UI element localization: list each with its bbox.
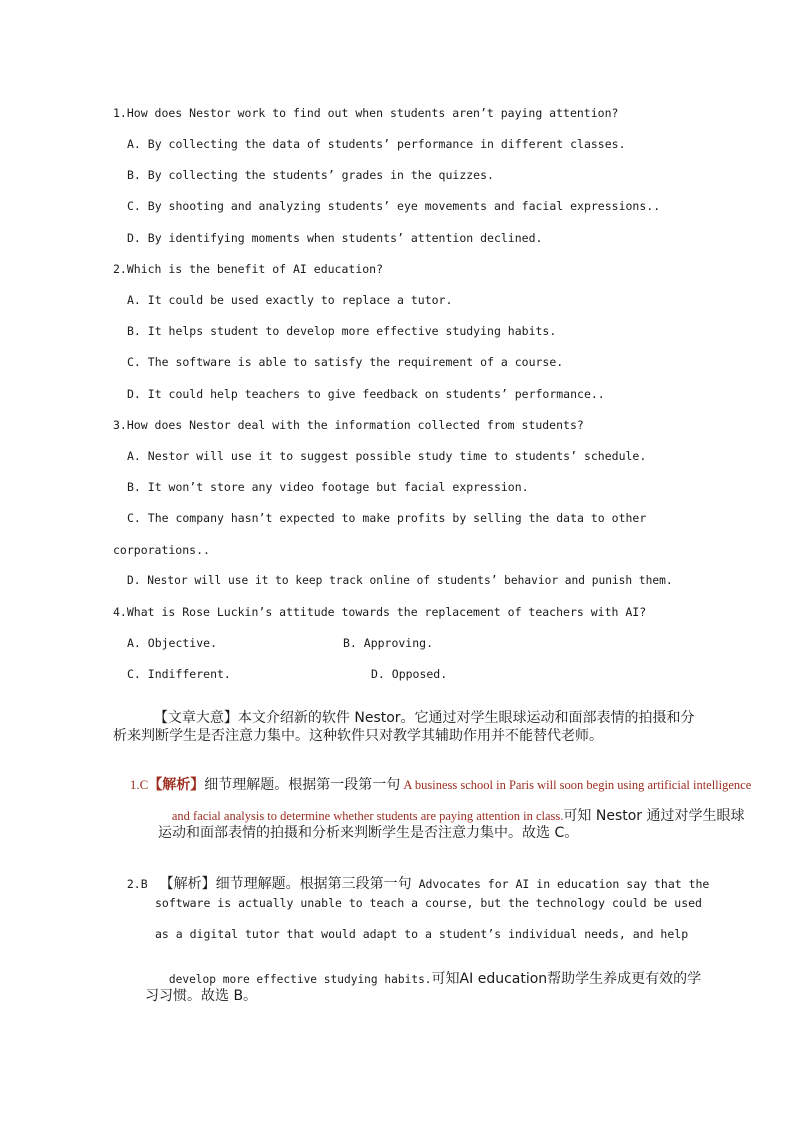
answer-2-line-2: software is actually unable to teach a course, but the technology could be used bbox=[155, 896, 702, 910]
question-3-option-a: A. Nestor will use it to suggest possible study time to students’ schedule. bbox=[127, 449, 647, 463]
question-3-option-d: D. Nestor will use it to keep track online of students’ behavior and punish them. bbox=[127, 574, 673, 587]
question-1-option-d: D. By identifying moments when students’ attention declined. bbox=[127, 231, 543, 245]
question-2-option-a: A. It could be used exactly to replace a tutor. bbox=[127, 293, 453, 307]
answer-2-line-4 bbox=[155, 958, 701, 987]
question-3-stem: 3.How does Nestor deal with the information collected from students? bbox=[113, 418, 584, 432]
answer-1-line-2 bbox=[158, 795, 745, 823]
answer-2-line-1 bbox=[113, 863, 709, 891]
answer-1-number: 1.C bbox=[129, 777, 149, 792]
question-1-option-b: B. By collecting the students’ grades in the quizzes. bbox=[127, 168, 494, 182]
question-4-option-d: D. Opposed. bbox=[371, 667, 448, 681]
answer-1-conclusion-1: 可知 Nestor 通过对学生眼球 bbox=[563, 808, 745, 824]
question-2-stem: 2.Which is the benefit of AI education? bbox=[113, 262, 384, 276]
answer-2-number: 2.B bbox=[126, 877, 148, 891]
question-4-option-c: C. Indifferent. bbox=[127, 667, 231, 681]
summary-label: 【文章大意】 bbox=[153, 710, 238, 726]
question-4-option-b: B. Approving. bbox=[343, 636, 434, 650]
answer-1-line-3: 运动和面部表情的拍摄和分析来判断学生是否注意力集中。故选 C。 bbox=[158, 825, 579, 841]
question-2-option-b: B. It helps student to develop more effective studying habits. bbox=[127, 324, 557, 338]
answer-2-quote-part-2: develop more effective studying habits. bbox=[168, 973, 432, 986]
question-4-stem: 4.What is Rose Luckin’s attitude towards the replacement of teachers with AI? bbox=[113, 605, 647, 619]
answer-1-line-1 bbox=[116, 764, 751, 792]
answer-1-intro: 细节理解题。根据第一段第一句 bbox=[204, 777, 401, 793]
answer-2-intro: 细节理解题。根据第三段第一句 bbox=[215, 876, 412, 892]
answer-2-conclusion-1: 可知AI education帮助学生养成更有效的学 bbox=[431, 971, 702, 987]
question-3-option-c: C. The company hasn’t expected to make profits by selling the data to other bbox=[127, 511, 647, 525]
summary-line-2: 析来判断学生是否注意力集中。这种软件只对教学其辅助作用并不能替代老师。 bbox=[113, 728, 603, 744]
question-2-option-c: C. The software is able to satisfy the requirement of a course. bbox=[127, 355, 564, 369]
answer-2-line-3: as a digital tutor that would adapt to a student’s individual needs, and help bbox=[155, 927, 689, 941]
answer-1-quote-part-2: and facial analysis to determine whether students are paying attention in class. bbox=[171, 809, 564, 823]
answer-2-quote-part-1: Advocates for AI in education say that the bbox=[411, 877, 710, 891]
answer-1-label: 【解析】 bbox=[148, 777, 205, 793]
question-1-stem: 1.How does Nestor work to find out when students aren’t paying attention? bbox=[113, 106, 619, 120]
question-1-option-c: C. By shooting and analyzing students’ eye movements and facial expressions.. bbox=[127, 199, 661, 213]
question-4-option-a: A. Objective. bbox=[127, 636, 218, 650]
question-1-option-a: A. By collecting the data of students’ performance in different classes. bbox=[127, 137, 626, 151]
summary-line-1 bbox=[145, 697, 695, 725]
question-3-option-b: B. It won’t store any video footage but facial expression. bbox=[127, 480, 529, 494]
question-3-option-c-continued: corporations.. bbox=[113, 543, 210, 557]
answer-1-quote-part-1: A business school in Paris will soon begin using artificial intelligence bbox=[400, 778, 752, 792]
summary-text-1: 本文介绍新的软件 Nestor。它通过对学生眼球运动和面部表情的拍摄和分 bbox=[237, 710, 695, 726]
answer-2-line-5: 习习惯。故选 B。 bbox=[145, 988, 258, 1004]
question-2-option-d: D. It could help teachers to give feedback on students’ performance.. bbox=[127, 387, 605, 401]
answer-2-label: 【解析】 bbox=[159, 876, 216, 892]
